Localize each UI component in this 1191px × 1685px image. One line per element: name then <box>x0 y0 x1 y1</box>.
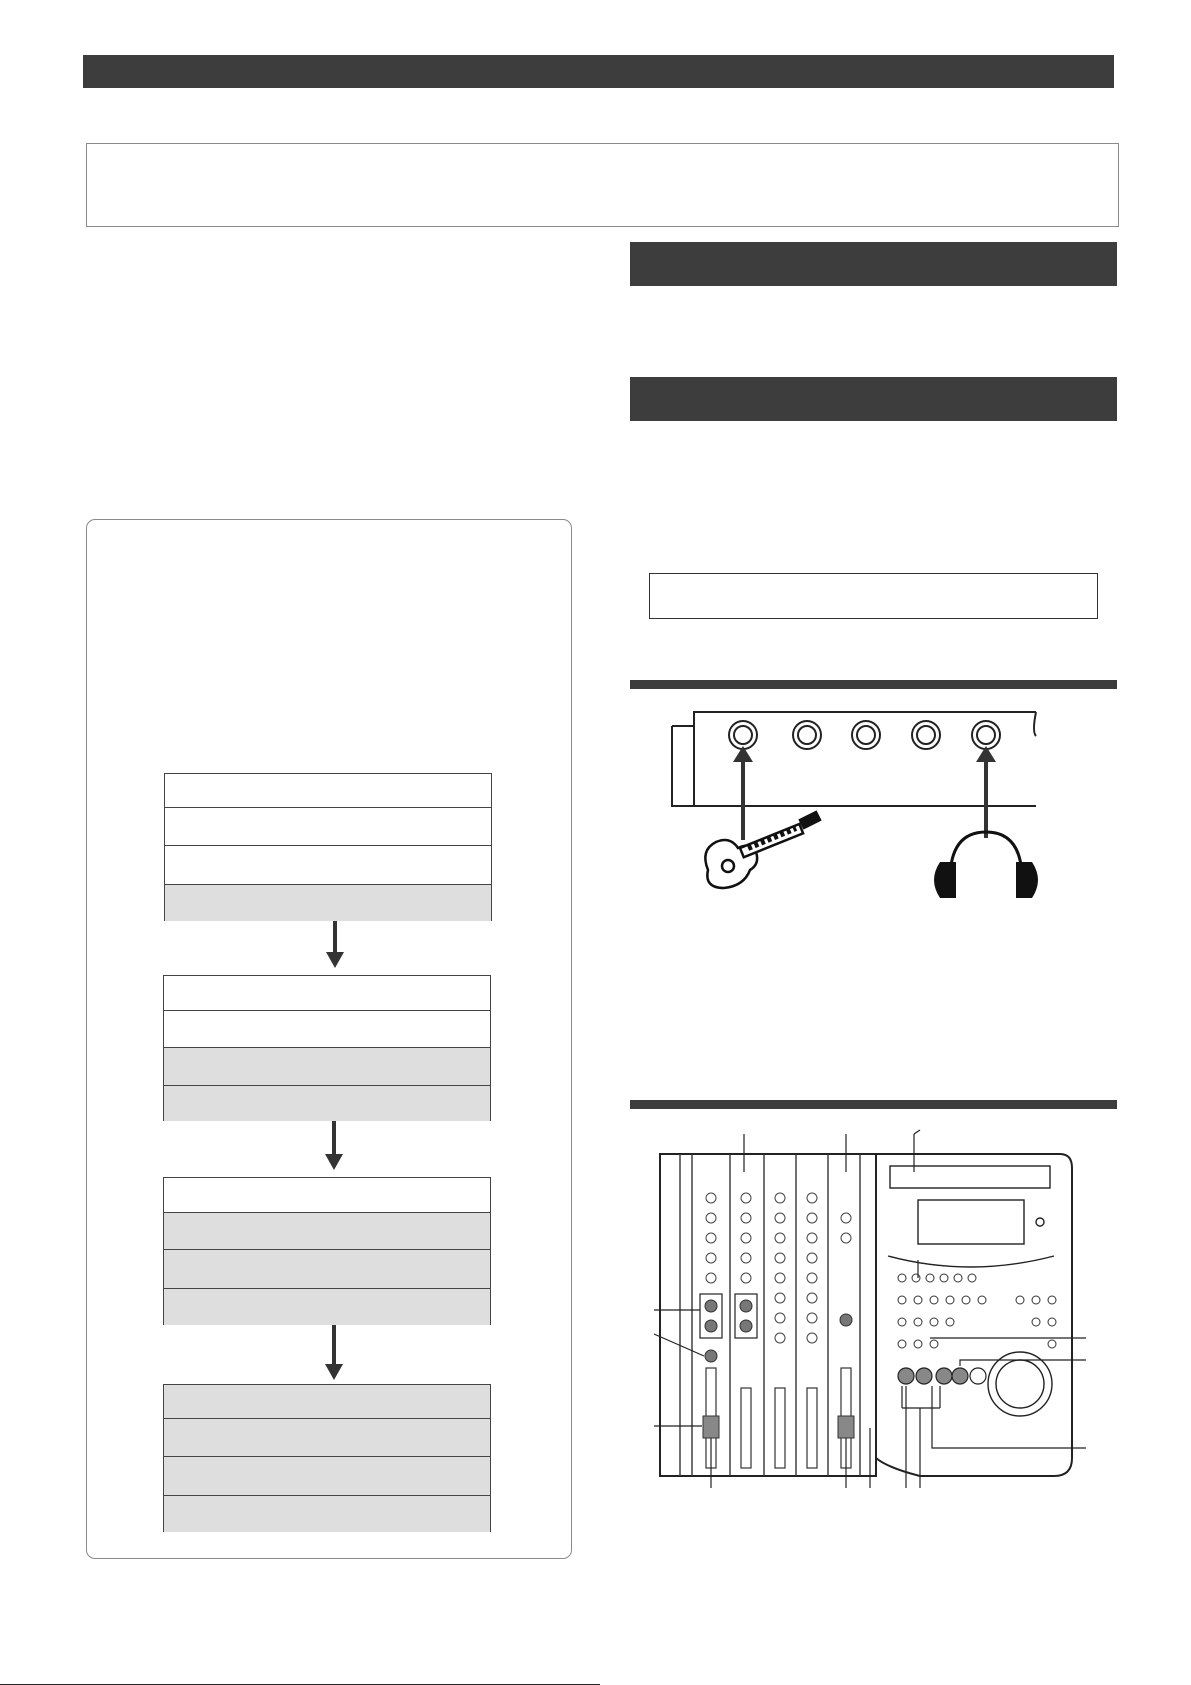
page-header-bar <box>83 55 1114 88</box>
jog-wheel-icon <box>988 1352 1052 1416</box>
flow-cell-shaded <box>164 1419 490 1457</box>
note-box <box>649 573 1098 619</box>
flow-cell <box>165 808 491 846</box>
jack-icon <box>729 721 1000 749</box>
connection-figure <box>660 702 1060 922</box>
flow-arrow-head-3 <box>325 1364 343 1380</box>
flow-cell-shaded <box>165 885 491 921</box>
display-icon <box>888 1166 1054 1267</box>
arrow-up-icon <box>733 746 996 840</box>
knob-icon <box>706 1193 851 1343</box>
flow-cell <box>165 774 491 808</box>
flow-cell-shaded <box>164 1385 490 1419</box>
flow-cell-shaded <box>164 1250 490 1289</box>
flow-cell-shaded <box>164 1496 490 1532</box>
figure-header-panel <box>630 1100 1117 1109</box>
figure-header-connection <box>630 680 1117 689</box>
flow-group-3 <box>163 1177 491 1325</box>
section-bar-2 <box>630 377 1117 421</box>
flow-arrow-1 <box>333 921 337 953</box>
section-bar-1 <box>630 242 1117 286</box>
fader-icon <box>706 1368 851 1468</box>
headphones-icon <box>934 832 1038 898</box>
flow-arrow-head-2 <box>325 1154 343 1170</box>
flow-arrow-head-1 <box>326 952 344 968</box>
flow-cell-shaded <box>164 1086 490 1121</box>
flow-arrow-3 <box>332 1325 336 1367</box>
flow-cell-shaded <box>164 1048 490 1086</box>
mixer-panel-figure <box>640 1128 1100 1498</box>
flow-arrow-2 <box>332 1121 336 1155</box>
flow-cell-shaded <box>164 1457 490 1496</box>
flow-cell <box>164 1178 490 1213</box>
flow-group-1 <box>164 773 492 921</box>
flow-cell-shaded <box>164 1213 490 1250</box>
intro-box <box>86 143 1119 227</box>
flow-cell <box>165 846 491 885</box>
guitar-icon <box>705 812 820 888</box>
flow-cell <box>164 976 490 1011</box>
flow-cell-shaded <box>164 1289 490 1325</box>
flow-group-4 <box>163 1384 491 1532</box>
flow-cell <box>164 1011 490 1048</box>
flow-group-2 <box>163 975 491 1121</box>
